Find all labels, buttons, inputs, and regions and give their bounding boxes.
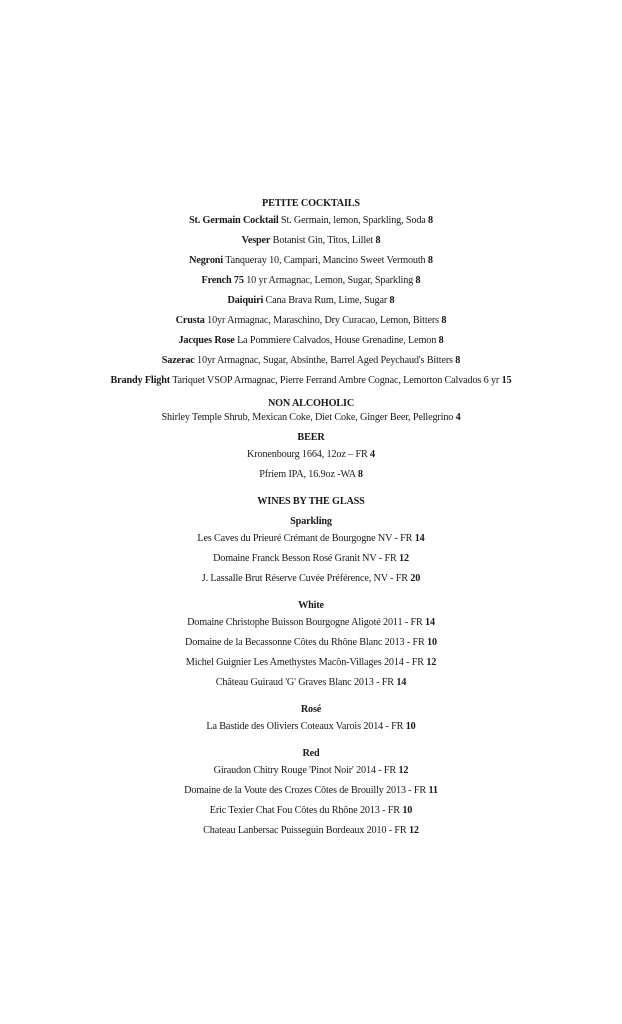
item-desc: Pfriem IPA, 16.9oz -WA bbox=[259, 469, 358, 480]
drink-menu bbox=[0, 197, 622, 841]
item-desc: Domaine Franck Besson Rosé Granit NV - FR bbox=[213, 553, 400, 564]
item-desc: Chateau Lanbersac Puisseguin Bordeaux 2010 - FR bbox=[203, 825, 409, 836]
menu-item bbox=[0, 231, 622, 251]
item-price: 8 bbox=[455, 355, 461, 366]
menu-item bbox=[0, 529, 622, 549]
menu-item bbox=[0, 211, 622, 231]
menu-item bbox=[0, 291, 622, 311]
item-desc: Giraudon Chitry Rouge 'Pinot Noir' 2014 - FR bbox=[213, 765, 399, 776]
menu-item bbox=[0, 821, 622, 841]
menu-item bbox=[0, 411, 622, 425]
item-desc: Tariquet VSOP Armagnac, Pierre Ferrand Ambre Cognac, Lemorton Calvados 6 yr bbox=[169, 375, 502, 386]
item-desc: 10yr Armagnac, Sugar, Absinthe, Barrel Aged Peychaud's Bitters bbox=[194, 355, 456, 366]
rose-subheading: Rosé bbox=[300, 704, 322, 715]
item-price: 11 bbox=[428, 785, 438, 796]
item-price: 8 bbox=[415, 275, 421, 286]
menu-item bbox=[0, 801, 622, 821]
item-desc: Shirley Temple Shrub, Mexican Coke, Diet Coke, Ginger Beer, Pellegrino bbox=[161, 412, 456, 423]
item-desc: St. Germain, lemon, Sparkling, Soda bbox=[278, 215, 429, 226]
item-price: 20 bbox=[410, 573, 421, 584]
item-desc: Eric Texier Chat Fou Côtes du Rhône 2013 - FR bbox=[209, 805, 403, 816]
menu-item bbox=[0, 331, 622, 351]
item-price: 15 bbox=[501, 375, 512, 386]
item-desc: Domaine de la Voute des Crozes Côtes de Brouilly 2013 - FR bbox=[184, 785, 429, 796]
item-price: 8 bbox=[375, 235, 381, 246]
white-subheading: White bbox=[298, 600, 324, 611]
item-name: Sazerac bbox=[161, 355, 195, 366]
item-name: Brandy Flight bbox=[110, 375, 170, 386]
menu-item bbox=[0, 445, 622, 465]
item-price: 10 bbox=[402, 805, 413, 816]
item-price: 8 bbox=[389, 295, 395, 306]
menu-item bbox=[0, 613, 622, 633]
item-price: 12 bbox=[408, 825, 419, 836]
item-price: 10 bbox=[405, 721, 416, 732]
item-price: 8 bbox=[438, 335, 444, 346]
item-desc: Château Guiraud 'G' Graves Blanc 2013 - FR bbox=[215, 677, 397, 688]
item-desc: Cana Brava Rum, Lime, Sugar bbox=[263, 295, 390, 306]
red-subheading: Red bbox=[302, 748, 320, 759]
menu-item bbox=[0, 633, 622, 653]
menu-item bbox=[0, 251, 622, 271]
item-price: 4 bbox=[370, 449, 375, 460]
item-desc: Kronenbourg 1664, 12oz – FR bbox=[247, 449, 370, 460]
item-name: St. Germain Cocktail bbox=[189, 215, 279, 226]
menu-item bbox=[0, 717, 622, 737]
menu-item bbox=[0, 549, 622, 569]
item-desc: Domaine Christophe Buisson Bourgogne Aligoté 2011 - FR bbox=[187, 617, 426, 628]
item-name: Jacques Rose bbox=[178, 335, 235, 346]
menu-item bbox=[0, 371, 622, 391]
menu-item bbox=[0, 311, 622, 331]
item-price: 12 bbox=[426, 657, 437, 668]
menu-item bbox=[0, 761, 622, 781]
item-desc: J. Lassalle Brut Réserve Cuvée Préférence, NV - FR bbox=[201, 573, 411, 584]
item-price: 10 bbox=[427, 637, 437, 648]
item-name: Negroni bbox=[189, 255, 223, 266]
menu-item bbox=[0, 673, 622, 693]
item-desc: Tanqueray 10, Campari, Mancino Sweet Vermouth bbox=[223, 255, 428, 266]
item-price: 12 bbox=[398, 765, 409, 776]
item-price: 8 bbox=[427, 255, 433, 266]
cocktails-heading: PETITE COCKTAILS bbox=[262, 198, 360, 209]
item-desc: 10 yr Armagnac, Lemon, Sugar, Sparkling bbox=[243, 275, 416, 286]
menu-item bbox=[0, 351, 622, 371]
item-desc: Les Caves du Prieuré Crémant de Bourgogne NV - FR bbox=[197, 533, 415, 544]
item-desc: Michel Guignier Les Amethystes Macôn-Villages 2014 - FR bbox=[185, 657, 427, 668]
menu-item bbox=[0, 653, 622, 673]
non-alcoholic-heading: NON ALCOHOLIC bbox=[267, 398, 355, 409]
item-desc: La Bastide des Oliviers Coteaux Varois 2014 - FR bbox=[206, 721, 406, 732]
item-price: 14 bbox=[414, 533, 425, 544]
item-price: 14 bbox=[396, 677, 407, 688]
item-price: 4 bbox=[455, 412, 461, 423]
menu-item bbox=[0, 569, 622, 589]
sparkling-subheading: Sparkling bbox=[290, 516, 332, 527]
menu-item bbox=[0, 271, 622, 291]
item-name: Daiquiri bbox=[227, 295, 264, 306]
item-desc: 10yr Armagnac, Maraschino, Dry Curacao, Lemon, Bitters bbox=[204, 315, 442, 326]
item-price: 12 bbox=[399, 553, 409, 564]
item-desc: Botanist Gin, Titos, Lillet bbox=[270, 235, 376, 246]
item-desc: Domaine de la Becassonne Côtes du Rhône Blanc 2013 - FR bbox=[185, 637, 428, 648]
item-price: 8 bbox=[441, 315, 447, 326]
item-name: French 75 bbox=[201, 275, 244, 286]
item-name: Vesper bbox=[241, 235, 271, 246]
item-name: Crusta bbox=[175, 315, 205, 326]
item-desc: La Pommiere Calvados, House Grenadine, Lemon bbox=[234, 335, 439, 346]
menu-item bbox=[0, 465, 622, 485]
item-price: 8 bbox=[428, 215, 433, 226]
item-price: 8 bbox=[357, 469, 363, 480]
wines-heading: WINES BY THE GLASS bbox=[257, 496, 365, 507]
menu-item bbox=[0, 781, 622, 801]
item-price: 14 bbox=[425, 617, 435, 628]
beer-heading: BEER bbox=[297, 432, 325, 443]
